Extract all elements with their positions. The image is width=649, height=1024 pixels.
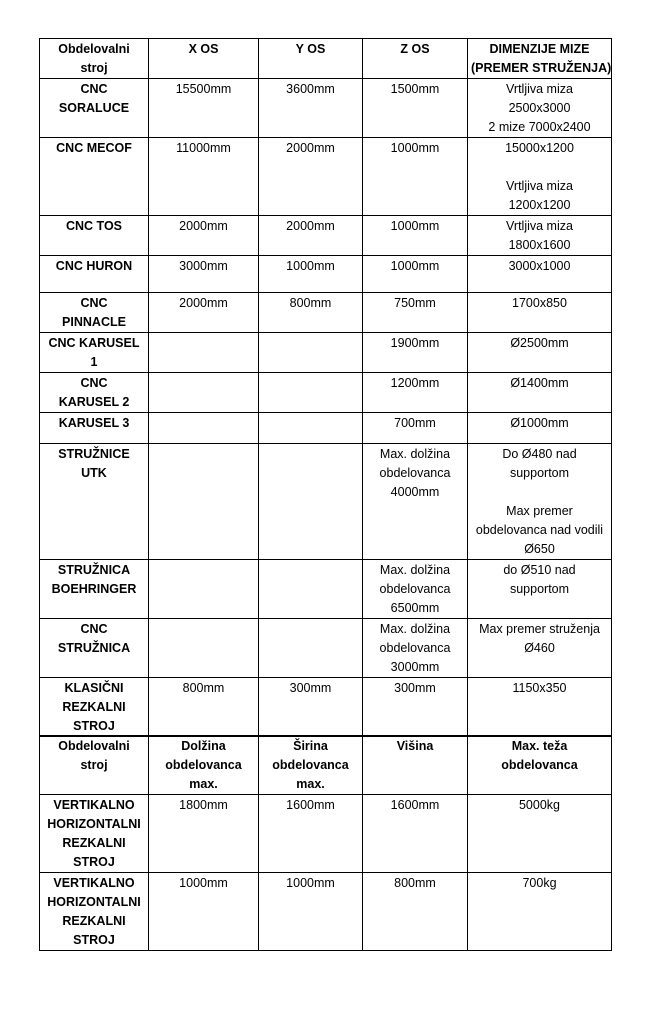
header-x-axis: X OS: [149, 39, 259, 79]
z-axis-cell: 1900mm: [363, 333, 468, 373]
x-axis-cell: 3000mm: [149, 256, 259, 293]
x-axis-cell: 11000mm: [149, 138, 259, 216]
machine-name-cell: STRUŽNICE UTK: [40, 444, 149, 560]
table-row: [40, 293, 612, 333]
z-axis-cell: Max. dolžina obdelovanca 4000mm: [363, 444, 468, 560]
z-axis-cell: Max. dolžina obdelovanca 6500mm: [363, 560, 468, 619]
x-axis-cell: [149, 373, 259, 413]
machine-name-cell: CNC KARUSEL 2: [40, 373, 149, 413]
z-axis-cell: 300mm: [363, 678, 468, 737]
table-dimensions-cell: 3000x1000: [468, 256, 612, 293]
header-max-length: Dolžina obdelovanca max.: [149, 736, 259, 795]
y-axis-cell: 2000mm: [259, 138, 363, 216]
machine-name-cell: KLASIČNI REZKALNI STROJ: [40, 678, 149, 737]
table-dimensions-cell: 15000x1200 Vrtljiva miza 1200x1200: [468, 138, 612, 216]
machine-name-cell: CNC TOS: [40, 216, 149, 256]
table-row: [40, 256, 612, 293]
x-axis-cell: 2000mm: [149, 293, 259, 333]
table-row: [40, 619, 612, 678]
header-y-axis: Y OS: [259, 39, 363, 79]
machine-name-cell: CNC HURON: [40, 256, 149, 293]
x-axis-cell: [149, 333, 259, 373]
machine-name-cell: CNC PINNACLE: [40, 293, 149, 333]
table-row: [40, 333, 612, 373]
y-axis-cell: [259, 373, 363, 413]
machine-name-cell: CNC SORALUCE: [40, 79, 149, 138]
x-axis-cell: 15500mm: [149, 79, 259, 138]
height-cell: 800mm: [363, 873, 468, 951]
y-axis-cell: 2000mm: [259, 216, 363, 256]
x-axis-cell: [149, 413, 259, 444]
z-axis-cell: Max. dolžina obdelovanca 3000mm: [363, 619, 468, 678]
header-machine: Obdelovalni stroj: [40, 39, 149, 79]
machine-name-cell: STRUŽNICA BOEHRINGER: [40, 560, 149, 619]
x-axis-cell: [149, 619, 259, 678]
y-axis-cell: 1000mm: [259, 256, 363, 293]
machine-name-cell: VERTIKALNO HORIZONTALNI REZKALNI STROJ: [40, 795, 149, 873]
height-cell: 1600mm: [363, 795, 468, 873]
z-axis-cell: 700mm: [363, 413, 468, 444]
header-height: Višina: [363, 736, 468, 795]
table-row: [40, 79, 612, 138]
table-dimensions-cell: Ø1000mm: [468, 413, 612, 444]
table-dimensions-cell: 1700x850: [468, 293, 612, 333]
table-dimensions-cell: Vrtljiva miza 2500x3000 2 mize 7000x2400: [468, 79, 612, 138]
header-machine: Obdelovalni stroj: [40, 736, 149, 795]
table-row: [40, 560, 612, 619]
table-header-row: [40, 736, 612, 795]
z-axis-cell: 1000mm: [363, 256, 468, 293]
x-axis-cell: [149, 444, 259, 560]
table-dimensions-cell: 1150x350: [468, 678, 612, 737]
workpiece-limits-table: [39, 735, 612, 951]
table-dimensions-cell: Vrtljiva miza 1800x1600: [468, 216, 612, 256]
header-z-axis: Z OS: [363, 39, 468, 79]
machine-axes-table: [39, 38, 612, 737]
max-length-cell: 1800mm: [149, 795, 259, 873]
table-dimensions-cell: Do Ø480 nad supportom Max premer obdelovanca nad vodili Ø650: [468, 444, 612, 560]
max-width-cell: 1600mm: [259, 795, 363, 873]
z-axis-cell: 1000mm: [363, 138, 468, 216]
max-length-cell: 1000mm: [149, 873, 259, 951]
max-weight-cell: 700kg: [468, 873, 612, 951]
y-axis-cell: [259, 413, 363, 444]
y-axis-cell: [259, 444, 363, 560]
y-axis-cell: [259, 333, 363, 373]
machine-name-cell: VERTIKALNO HORIZONTALNI REZKALNI STROJ: [40, 873, 149, 951]
header-table-dimensions: DIMENZIJE MIZE (PREMER STRUŽENJA): [468, 39, 612, 79]
table-dimensions-cell: Ø1400mm: [468, 373, 612, 413]
table-row: [40, 138, 612, 216]
machine-name-cell: CNC MECOF: [40, 138, 149, 216]
z-axis-cell: 1000mm: [363, 216, 468, 256]
table-dimensions-cell: Ø2500mm: [468, 333, 612, 373]
table-dimensions-cell: Max premer struženja Ø460: [468, 619, 612, 678]
z-axis-cell: 1200mm: [363, 373, 468, 413]
table-header-row: [40, 39, 612, 79]
max-width-cell: 1000mm: [259, 873, 363, 951]
table-row: [40, 795, 612, 873]
table-row: [40, 216, 612, 256]
z-axis-cell: 1500mm: [363, 79, 468, 138]
header-max-weight: Max. teža obdelovanca: [468, 736, 612, 795]
machine-name-cell: KARUSEL 3: [40, 413, 149, 444]
table-row: [40, 444, 612, 560]
table-row: [40, 413, 612, 444]
table-row: [40, 373, 612, 413]
table-row: [40, 678, 612, 737]
y-axis-cell: 300mm: [259, 678, 363, 737]
x-axis-cell: 800mm: [149, 678, 259, 737]
y-axis-cell: 3600mm: [259, 79, 363, 138]
max-weight-cell: 5000kg: [468, 795, 612, 873]
z-axis-cell: 750mm: [363, 293, 468, 333]
y-axis-cell: [259, 619, 363, 678]
header-max-width: Širina obdelovanca max.: [259, 736, 363, 795]
x-axis-cell: [149, 560, 259, 619]
table-row: [40, 873, 612, 951]
x-axis-cell: 2000mm: [149, 216, 259, 256]
y-axis-cell: [259, 560, 363, 619]
table-dimensions-cell: do Ø510 nad supportom: [468, 560, 612, 619]
y-axis-cell: 800mm: [259, 293, 363, 333]
machine-name-cell: CNC KARUSEL 1: [40, 333, 149, 373]
machine-name-cell: CNC STRUŽNICA: [40, 619, 149, 678]
